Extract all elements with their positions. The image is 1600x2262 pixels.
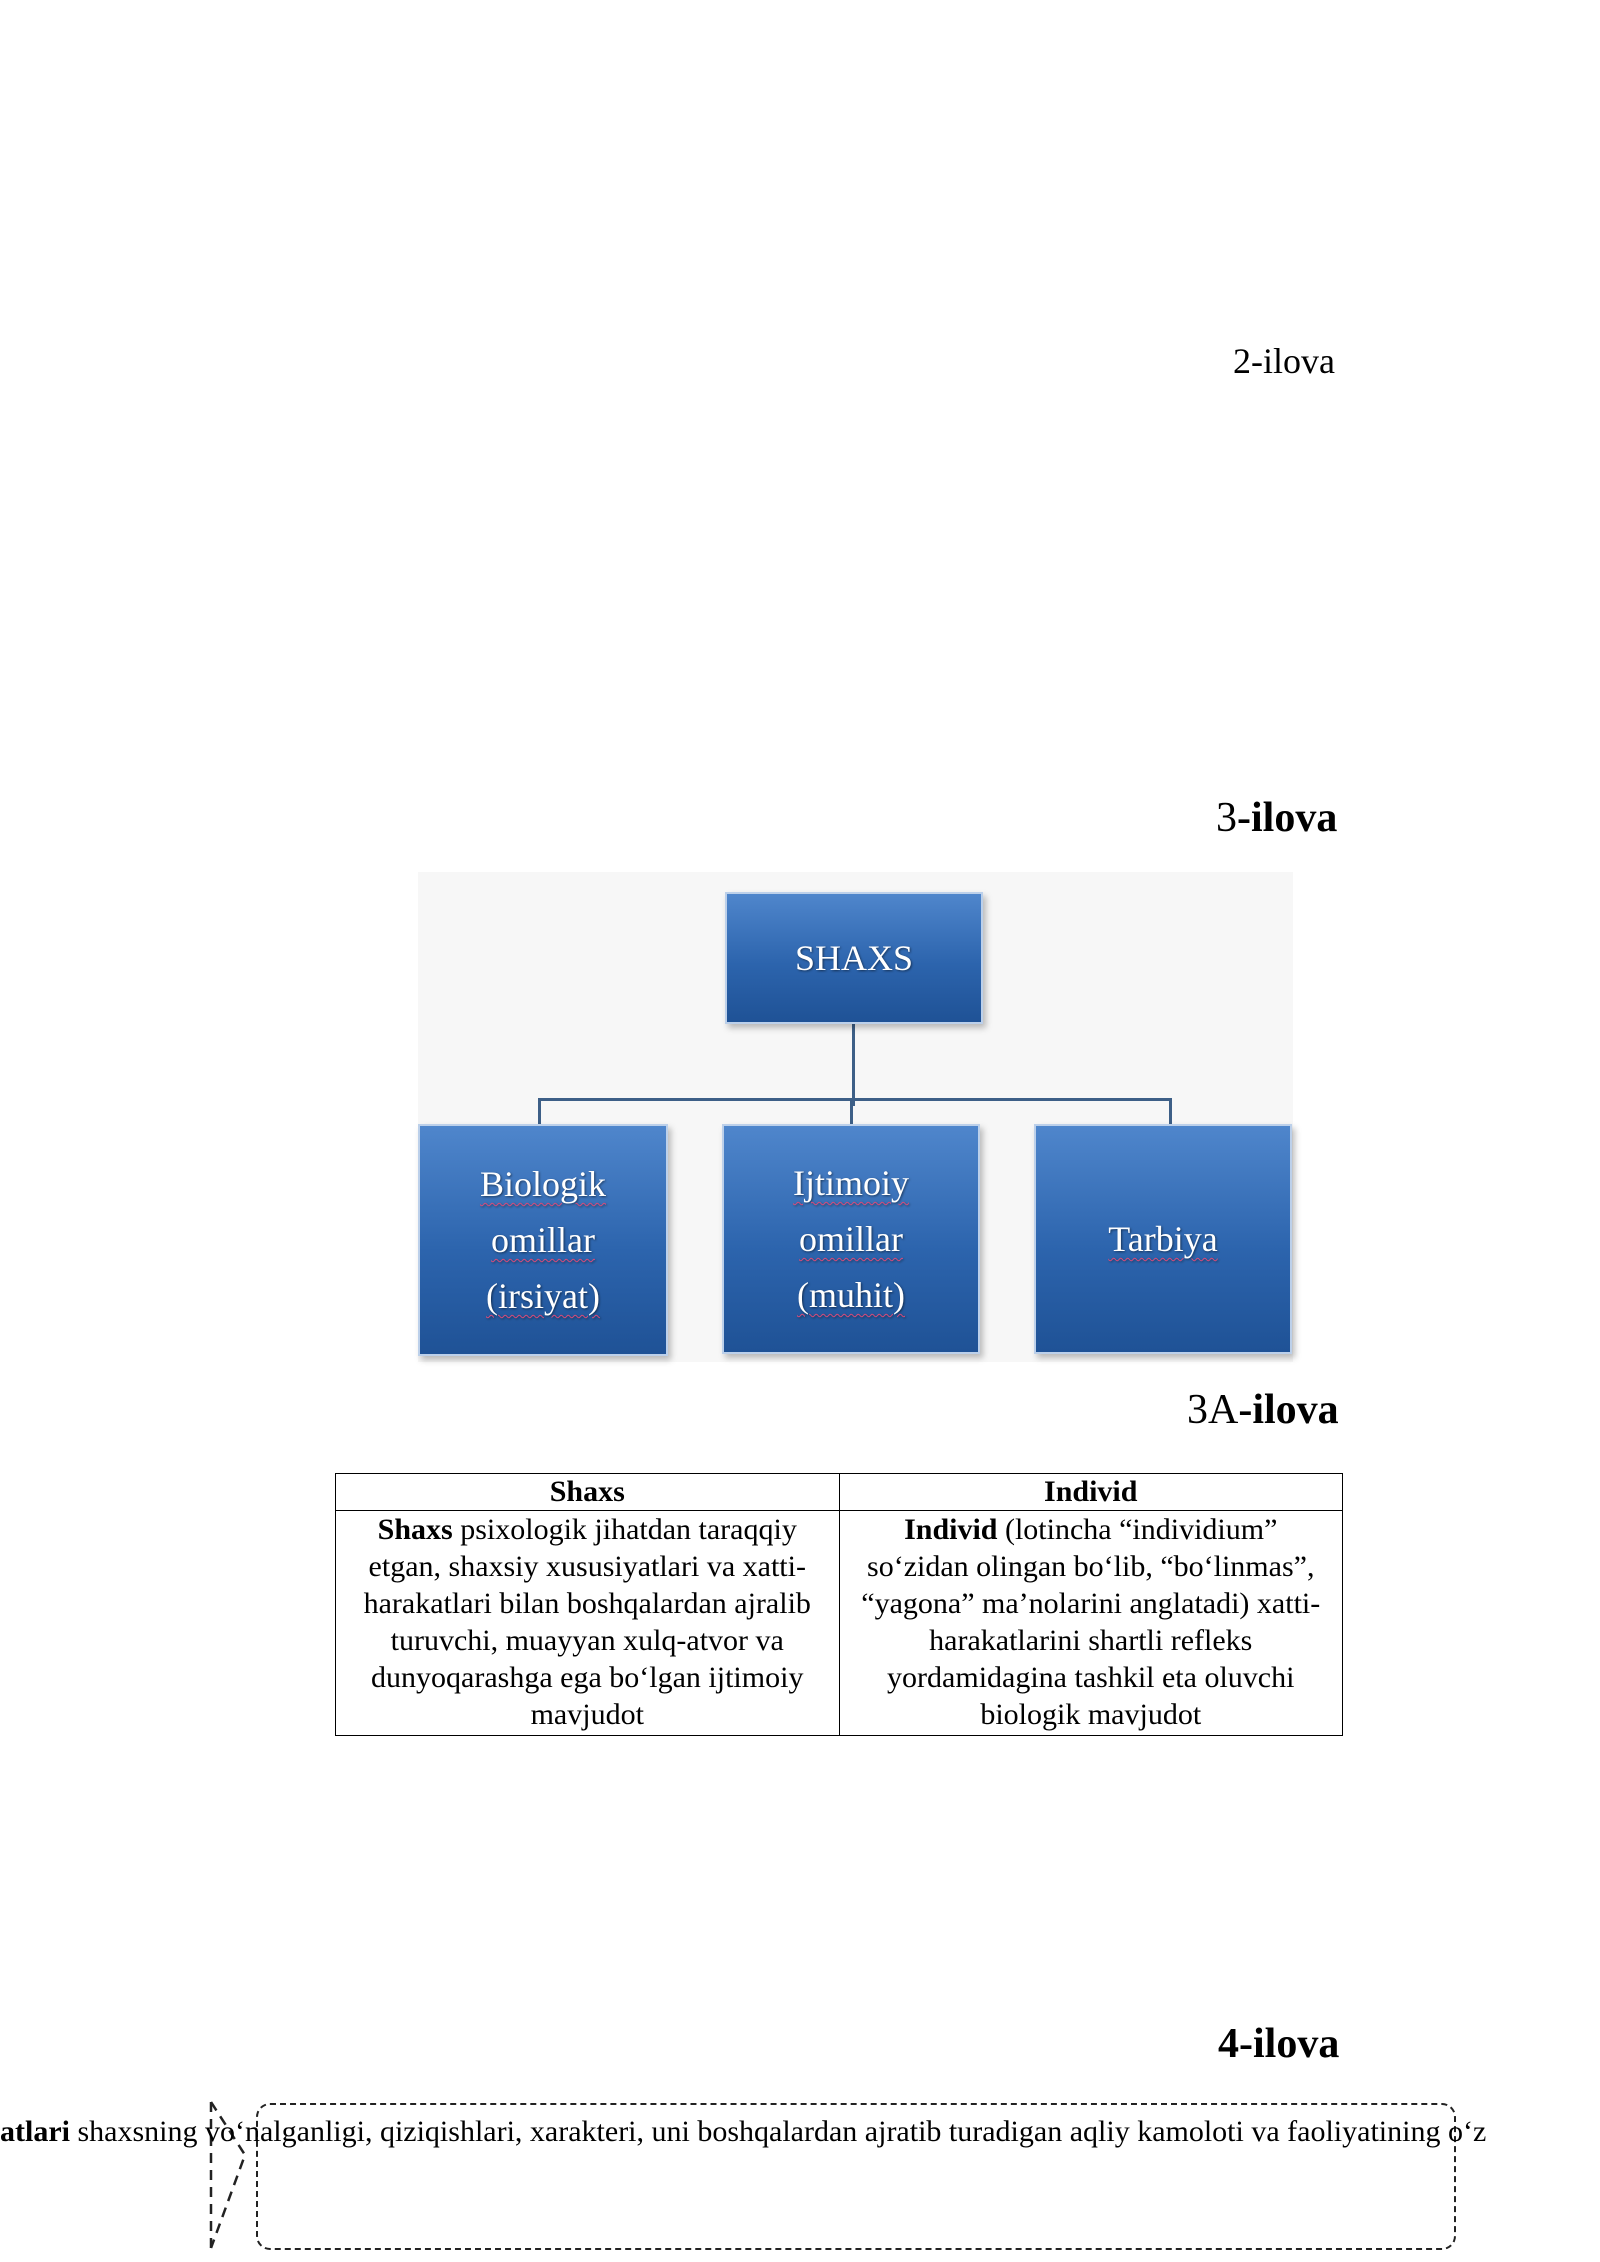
appendix-3-word: -ilova (1237, 795, 1338, 841)
diagram-node-biologik (418, 1124, 668, 1356)
diagram-root-shaxs (725, 892, 983, 1024)
diagram-text-line: omillar (491, 1220, 595, 1260)
connector-trunk (852, 1024, 855, 1106)
appendix-4-text-lead: atlari (0, 2115, 70, 2148)
appendix-3a-word: -ilova (1238, 1387, 1339, 1433)
diagram-text-line: (muhit) (797, 1275, 905, 1315)
diagram-text-line: (irsiyat) (486, 1276, 600, 1316)
diagram-node-ijtimoiy (722, 1124, 980, 1354)
diagram-node-tarbiya (1034, 1124, 1292, 1354)
appendix-4-label: 4-ilova (1218, 2021, 1340, 2067)
table-cell-shaxs-text: psixologik jihatdan taraqqiy etgan, shaxsiy xususiyatlari va xatti-harakatlari bilan boshqalardan ajralib turuvchi, muayyan xulq-atvor va dunyoqarashga ega bo‘lgan ijtimoiy mavjudot (363, 1513, 811, 1731)
diagram-node-ijtimoiy-text (793, 1155, 909, 1323)
connector-right (1169, 1098, 1172, 1124)
table-cell-individ-text: (lotincha “individium” so‘zidan olingan bo‘lib, “bo‘linmas”, “yagona” ma’nolarini anglatadi) xatti-harakatlarini shartli refleks yordamidagina tashkil eta oluvchi biologik mavjudot (861, 1513, 1321, 1731)
appendix-3-label (1216, 794, 1337, 842)
diagram-text-line: omillar (799, 1219, 903, 1259)
table-cell-individ-lead: Individ (904, 1513, 998, 1546)
appendix-3a-label (1187, 1386, 1339, 1434)
shaxs-diagram (418, 872, 1293, 1362)
appendix-3-number: 3 (1216, 795, 1237, 841)
table-cell-shaxs (336, 1511, 840, 1736)
appendix-3a-number: 3A (1187, 1387, 1239, 1433)
table-header-shaxs: Shaxs (336, 1474, 840, 1511)
table-header-row (336, 1474, 1343, 1511)
table-cell-shaxs-lead: Shaxs (377, 1513, 453, 1546)
diagram-root-label: SHAXS (794, 938, 914, 978)
connector-middle (850, 1098, 853, 1124)
diagram-text-line: Tarbiya (1108, 1219, 1218, 1259)
diagram-node-biologik-text (480, 1156, 606, 1324)
connector-bar (538, 1098, 1172, 1101)
connector-left (538, 1098, 541, 1124)
table-header-individ: Individ (839, 1474, 1343, 1511)
table-cell-individ (839, 1511, 1343, 1736)
table-row (336, 1511, 1343, 1736)
comparison-table (335, 1473, 1343, 1736)
appendix-4-text-body: shaxsning vo‘nalganligi, qiziqishlari, xarakteri, uni boshqalardan ajratib turadigan aqliy kamoloti va faoliyatining o‘z (69, 2115, 1487, 2148)
diagram-text-line: Biologik (479, 1164, 607, 1204)
appendix-2-label: 2-ilova (1233, 341, 1335, 381)
appendix-4-text (0, 2112, 1600, 2152)
diagram-text-line: Ijtimoiy (793, 1163, 909, 1203)
